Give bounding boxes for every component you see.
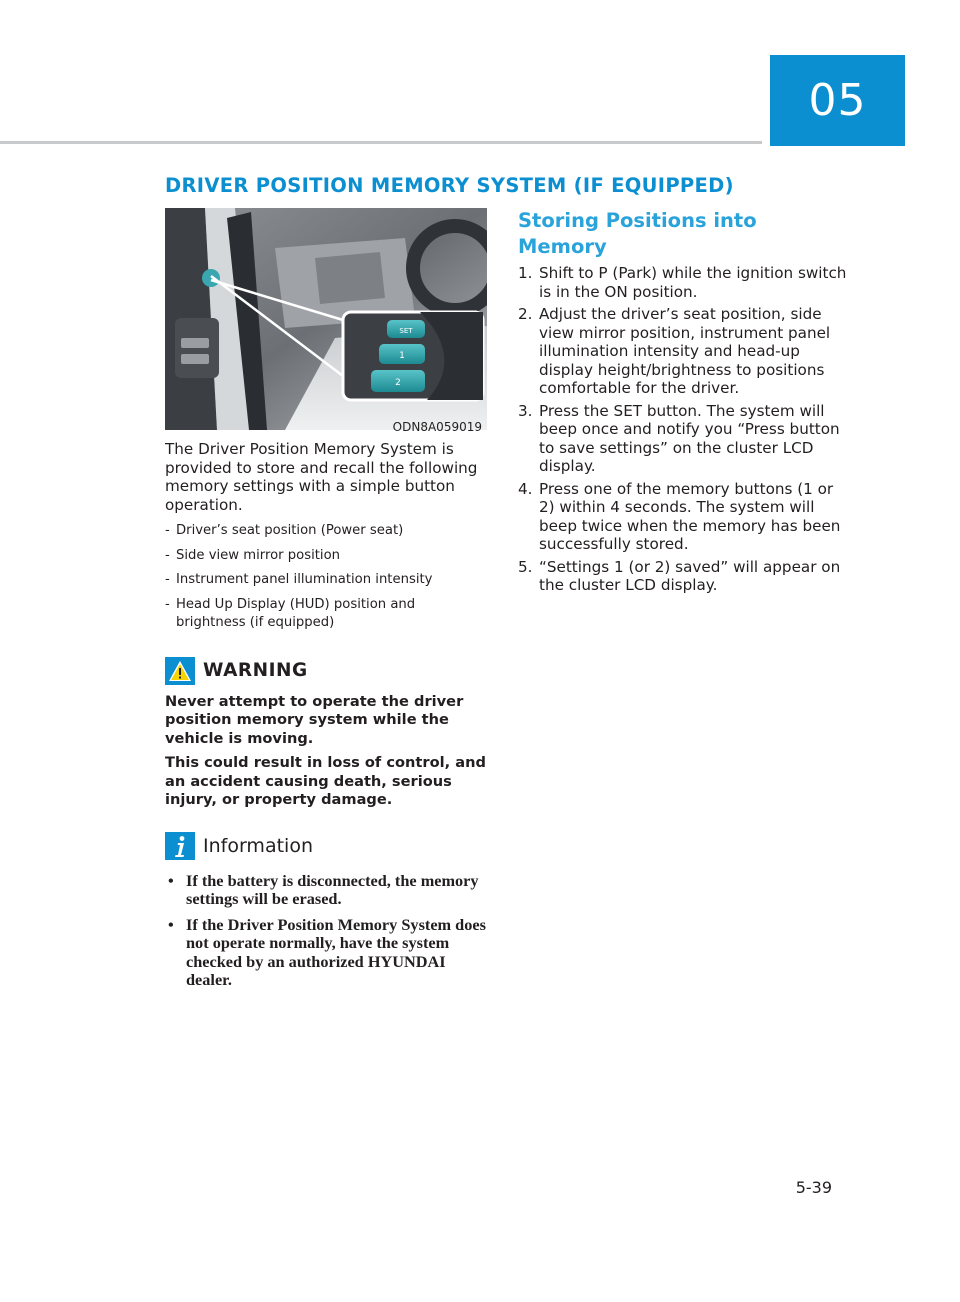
information-list [165, 872, 487, 990]
step-item: 5. “Settings 1 (or 2) saved” will appear on the cluster LCD display. [518, 557, 841, 594]
set-button-label: SET [399, 327, 413, 335]
chapter-number: 05 [808, 75, 867, 126]
list-item: - Head Up Display (HUD) position and brightness (if equipped) [165, 596, 416, 630]
step-item: 3. Press the SET button. The system will beep once and notify you “Press button to save settings” on the cluster LCD display. [518, 401, 840, 475]
list-item: • If the Driver Position Memory System does not operate normally, have the system checked by an authorized HYUNDAI dealer. [168, 914, 486, 989]
information-icon [165, 832, 195, 860]
list-item: • If the battery is disconnected, the memory settings will be erased. [168, 870, 479, 908]
right-column [518, 208, 848, 599]
warning-paragraph: This could result in loss of control, and an accident causing death, serious injury, or property damage. [165, 754, 486, 808]
warning-icon [165, 657, 195, 685]
warning-paragraph: Never attempt to operate the driver position memory system while the vehicle is moving. [165, 692, 464, 747]
storing-title: Storing Positions into Memory [518, 209, 757, 258]
step-item: 4. Press one of the memory buttons (1 or 2) within 4 seconds. The system will beep twice when the memory has been successfully stored. [518, 479, 841, 553]
information-heading [165, 832, 487, 860]
memory-button-1-label: 1 [399, 351, 405, 361]
list-item: - Side view mirror position [165, 547, 341, 563]
step-item: 2. Adjust the driver’s seat position, side view mirror position, instrument panel illumination intensity and head-up display height/brightness to positions comfortable for the driver. [518, 305, 831, 397]
list-item: - Driver’s seat position (Power seat) [165, 523, 404, 538]
step-item: 1. Shift to P (Park) while the ignition switch is in the ON position. [518, 264, 847, 301]
warning-heading [165, 657, 487, 685]
chapter-tab [770, 55, 905, 146]
section-title: DRIVER POSITION MEMORY SYSTEM (IF EQUIPPED) [165, 174, 734, 197]
intro-paragraph: The Driver Position Memory System is provided to store and recall the following memory settings with a simple button operation. [165, 440, 478, 514]
warning-body [165, 693, 487, 810]
memory-buttons-figure [165, 208, 487, 430]
left-column [165, 440, 487, 997]
list-item: - Instrument panel illumination intensity [165, 572, 433, 587]
information-title: Information [203, 834, 313, 857]
page-number: 5-39 [795, 1178, 832, 1197]
settings-list [165, 522, 487, 633]
memory-button-2-label: 2 [395, 378, 401, 388]
warning-title: WARNING [203, 660, 308, 681]
storing-steps [518, 264, 848, 595]
header-rule [0, 141, 762, 144]
figure-code: ODN8A059019 [392, 420, 482, 434]
